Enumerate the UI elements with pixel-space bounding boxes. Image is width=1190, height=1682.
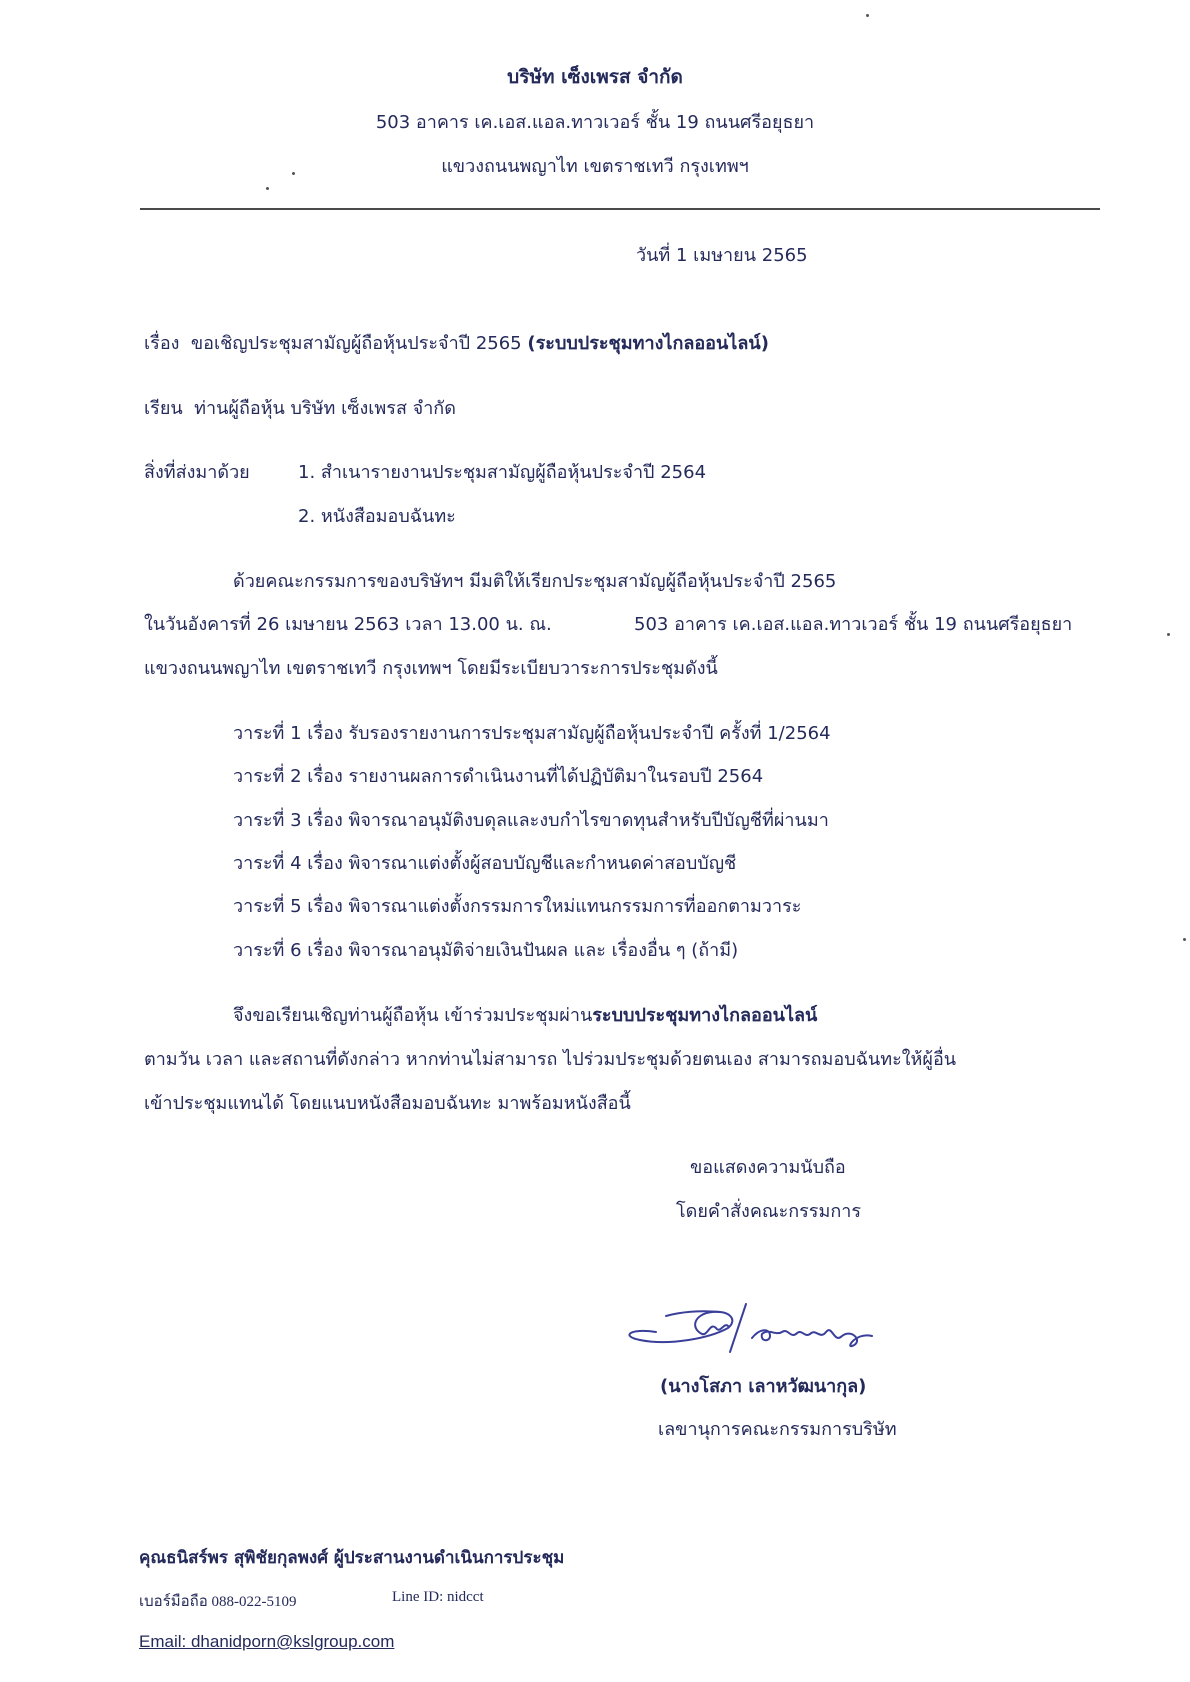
subject-highlight: (ระบบประชุมทางไกลออนไลน์) (527, 333, 769, 354)
agenda-item: วาระที่ 5 เรื่อง พิจารณาแต่งตั้งกรรมการใหม่แทนกรรมการที่ออกตามวาระ (233, 896, 802, 917)
subject-text: ขอเชิญประชุมสามัญผู้ถือหุ้นประจำปี 2565 (190, 333, 522, 354)
agenda-item: วาระที่ 1 เรื่อง รับรองรายงานการประชุมสามัญผู้ถือหุ้นประจำปี ครั้งที่ 1/2564 (233, 723, 831, 744)
scan-speck (292, 172, 295, 175)
invite-line-3: เข้าประชุมแทนได้ โดยแนบหนังสือมอบฉันทะ มาพร้อมหนังสือนี้ (144, 1093, 631, 1114)
company-address-line1: 503 อาคาร เค.เอส.แอล.ทาวเวอร์ ชั้น 19 ถนนศรีอยุธยา (375, 112, 815, 133)
subject-line (144, 328, 769, 357)
intro-line-2a: ในวันอังคารที่ 26 เมษายน 2563 เวลา 13.00 น. ณ. (144, 614, 552, 635)
signer-name: (นางโสภา เลาหวัฒนากุล) (660, 1376, 867, 1397)
contact-name: คุณธนิสร์พร สุพิชัยกุลพงศ์ ผู้ประสานงานดำเนินการประชุม (139, 1548, 565, 1568)
contact-line-id: Line ID: nidcct (392, 1589, 484, 1605)
invite-line-1-highlight: ระบบประชุมทางไกลออนไลน์ (592, 1005, 818, 1026)
enclosure-item-1: 1. สำเนารายงานประชุมสามัญผู้ถือหุ้นประจำปี 2564 (298, 462, 707, 483)
signature-image (620, 1298, 910, 1358)
agenda-item: วาระที่ 4 เรื่อง พิจารณาแต่งตั้งผู้สอบบัญชีและกำหนดค่าสอบบัญชี (233, 853, 737, 874)
scan-speck (1183, 938, 1186, 941)
invite-line-1-text: จึงขอเรียนเชิญท่านผู้ถือหุ้น เข้าร่วมประชุมผ่าน (233, 1005, 593, 1026)
header-divider (140, 208, 1100, 210)
salutation-label: เรียน (144, 398, 183, 419)
company-name: บริษัท เซ็งเพรส จำกัด (507, 66, 683, 88)
invite-line-2: ตามวัน เวลา และสถานที่ดังกล่าว หากท่านไม่สามารถ ไปร่วมประชุมด้วยตนเอง สามารถมอบฉันทะให้ผู้อื่น (144, 1049, 957, 1070)
salutation-line (144, 393, 456, 422)
signer-title: เลขานุการคณะกรรมการบริษัท (658, 1419, 897, 1440)
scan-speck (866, 14, 869, 17)
scan-speck (1167, 633, 1170, 636)
contact-email[interactable]: Email: dhanidporn@kslgroup.com (139, 1632, 395, 1651)
intro-line-2b: 503 อาคาร เค.เอส.แอล.ทาวเวอร์ ชั้น 19 ถนนศรีอยุธยา (634, 614, 1073, 635)
subject-label: เรื่อง (144, 333, 180, 354)
letter-date: วันที่ 1 เมษายน 2565 (636, 245, 808, 266)
salutation-text: ท่านผู้ถือหุ้น บริษัท เซ็งเพรส จำกัด (194, 398, 456, 419)
enclosures-label: สิ่งที่ส่งมาด้วย (144, 462, 250, 483)
agenda-item: วาระที่ 3 เรื่อง พิจารณาอนุมัติงบดุลและงบกำไรขาดทุนสำหรับปีบัญชีที่ผ่านมา (233, 810, 829, 831)
company-address-line2: แขวงถนนพญาไท เขตราชเทวี กรุงเทพฯ (441, 156, 749, 177)
agenda-item: วาระที่ 2 เรื่อง รายงานผลการดำเนินงานที่ได้ปฏิบัติมาในรอบปี 2564 (233, 766, 764, 787)
closing-by-order: โดยคำสั่งคณะกรรมการ (676, 1201, 862, 1222)
invite-line-1 (233, 1000, 817, 1029)
intro-line-1: ด้วยคณะกรรมการของบริษัทฯ มีมติให้เรียกประชุมสามัญผู้ถือหุ้นประจำปี 2565 (233, 571, 837, 592)
closing-regards: ขอแสดงความนับถือ (690, 1157, 846, 1178)
scan-speck (266, 187, 269, 190)
contact-phone: เบอร์มือถือ 088-022-5109 (139, 1594, 297, 1610)
agenda-item: วาระที่ 6 เรื่อง พิจารณาอนุมัติจ่ายเงินปันผล และ เรื่องอื่น ๆ (ถ้ามี) (233, 940, 739, 961)
enclosure-item-2: 2. หนังสือมอบฉันทะ (298, 506, 456, 527)
intro-line-3: แขวงถนนพญาไท เขตราชเทวี กรุงเทพฯ โดยมีระเบียบวาระการประชุมดังนี้ (144, 658, 718, 679)
